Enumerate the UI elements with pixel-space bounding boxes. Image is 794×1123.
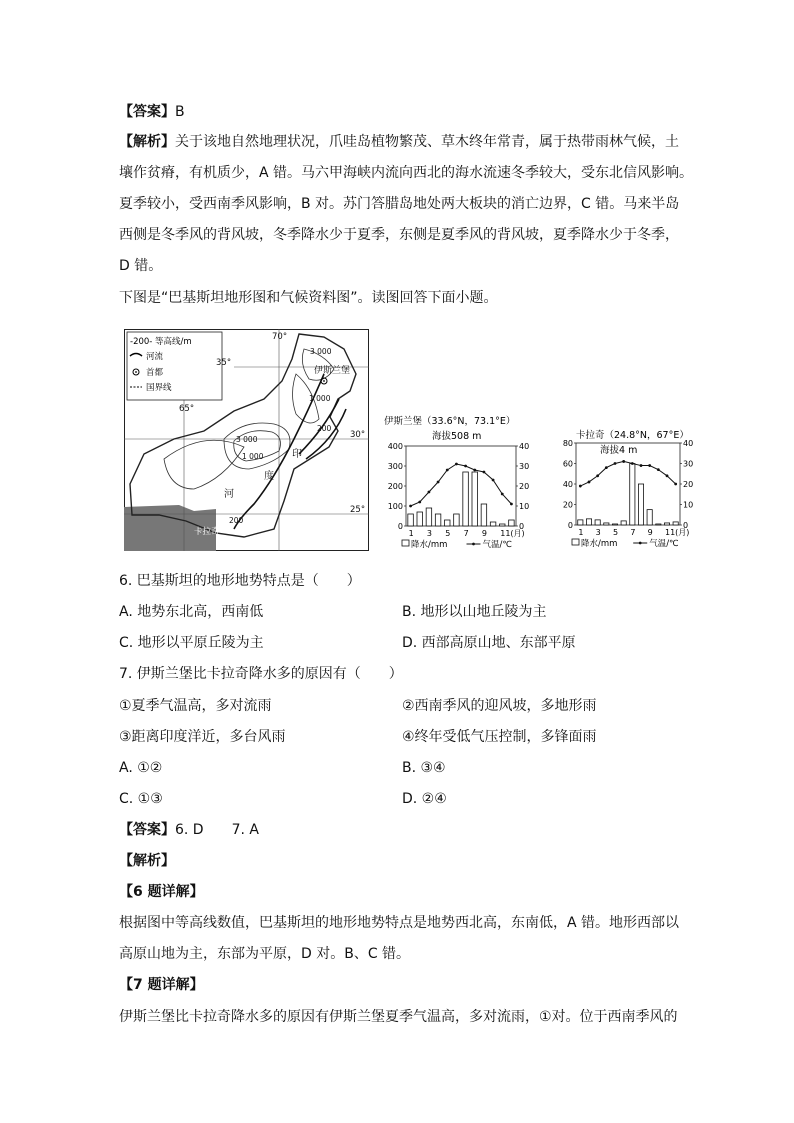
precip-bar	[509, 520, 515, 526]
temperature-point	[640, 464, 643, 467]
y-left-tick-label: 40	[562, 480, 573, 489]
precip-bar	[656, 524, 661, 525]
analysis-1-line-1	[119, 132, 679, 152]
y-right-tick-label: 20	[519, 482, 530, 491]
label-1000-north: 1 000	[309, 394, 331, 403]
q7-option-a: A. ①②	[119, 760, 163, 776]
precip-bar	[630, 464, 635, 526]
label-lon70: 70°	[272, 332, 288, 342]
temperature-point	[464, 465, 467, 468]
y-left-tick-label: 20	[562, 500, 573, 510]
temperature-point	[437, 481, 440, 484]
precip-bar	[500, 524, 506, 526]
precip-bar	[435, 514, 440, 526]
analysis-label: 【解析】	[119, 134, 175, 150]
precip-bar	[578, 520, 583, 525]
label-indus-1: 印	[292, 449, 302, 460]
legend-precip-label: 降水/mm	[411, 540, 448, 550]
label-1000-west: 1 000	[242, 452, 264, 461]
precip-bar	[673, 522, 678, 525]
answer-label: 【答案】	[119, 104, 175, 120]
temperature-point	[483, 471, 486, 474]
month-tick-label: 1	[578, 528, 584, 537]
legend-river: 河流	[146, 352, 164, 362]
precip-bar	[454, 514, 460, 526]
temperature-point	[473, 469, 476, 472]
precip-bar	[463, 472, 469, 526]
q6-option-b: B. 地形以山地丘陵为主	[402, 604, 547, 620]
month-tick-label: 9	[481, 529, 488, 538]
label-200-north: 200	[317, 424, 332, 433]
label-karachi: 卡拉奇	[194, 527, 220, 537]
month-tick-label: 1	[408, 529, 414, 538]
answer-2	[119, 820, 259, 840]
q6-option-a: A. 地势东北高，西南低	[119, 604, 264, 620]
precip-bar	[595, 520, 600, 525]
label-islamabad: 伊斯兰堡	[314, 366, 351, 376]
y-left-tick-label: 60	[562, 459, 573, 469]
y-right-tick-label: 10	[683, 500, 694, 510]
month-tick-label: 5	[445, 529, 451, 538]
label-indus-3: 河	[224, 489, 234, 500]
precip-bar	[638, 484, 643, 525]
temperature-point	[409, 505, 412, 508]
y-left-tick-label: 100	[387, 502, 403, 511]
q7-detail-line-1: 伊斯兰堡比卡拉奇降水多的原因有伊斯兰堡夏季气温高，多对流雨，①对。位于西南季风的	[119, 1009, 678, 1025]
temperature-point	[657, 468, 660, 471]
q7-statement-2: ②西南季风的迎风坡，多地形雨	[402, 698, 597, 714]
temperature-point	[596, 474, 599, 477]
month-tick-label: 7	[463, 529, 469, 538]
y-right-tick-label: 40	[519, 442, 530, 451]
climate-chart-islamabad	[376, 408, 548, 553]
y-right-tick-label: 10	[519, 502, 530, 511]
analysis-text: 关于该地自然地理状况，爪哇岛植物繁茂、草木终年常青，属于热带雨林气候，土	[175, 134, 679, 150]
temperature-point	[631, 462, 634, 465]
chart-subtitle: 海拔4 m	[600, 445, 638, 456]
label-3000-north: 3 000	[310, 347, 332, 356]
answer-value: 6. D 7. A	[175, 822, 259, 838]
temperature-point	[666, 474, 669, 477]
precip-bar	[612, 524, 617, 525]
temperature-point	[455, 463, 458, 466]
temperature-point	[622, 460, 625, 463]
q7-statement-4: ④终年受低气压控制，多锋面雨	[402, 729, 597, 745]
q6-stem: 6. 巴基斯坦的地形地势特点是（ ）	[119, 573, 361, 589]
label-lat30: 30°	[350, 430, 366, 440]
month-tick-label: 11(月)	[665, 528, 690, 537]
legend-contour: -200- 等高线/m	[130, 337, 192, 347]
temperature-line	[411, 464, 512, 506]
q6-detail-label: 【6 题详解】	[119, 884, 204, 900]
label-lat35: 35°	[216, 358, 232, 368]
label-lon65: 65°	[179, 404, 195, 414]
answer-label: 【答案】	[119, 822, 175, 838]
q7-stem: 7. 伊斯兰堡比卡拉奇降水多的原因有（ ）	[119, 666, 403, 682]
y-right-tick-label: 0	[683, 521, 689, 530]
q7-option-b: B. ③④	[402, 760, 446, 776]
precip-bar	[426, 508, 432, 526]
y-right-tick-label: 40	[683, 439, 694, 448]
precip-bar	[604, 523, 609, 525]
y-left-tick-label: 0	[567, 521, 573, 530]
chart-title: 卡拉奇（24.8°N，67°E）	[576, 430, 689, 441]
legend-precip-swatch	[572, 539, 579, 545]
precip-bar	[586, 519, 591, 525]
answer-value: B	[175, 104, 185, 120]
temperature-point	[492, 479, 495, 482]
month-tick-label: 11(月)	[500, 529, 525, 538]
y-right-tick-label: 0	[519, 522, 525, 531]
legend-temp-dot	[472, 543, 475, 546]
y-left-tick-label: 200	[387, 482, 403, 491]
legend-precip-label: 降水/mm	[581, 539, 618, 549]
precip-bar	[445, 520, 451, 526]
precip-bar	[621, 521, 626, 525]
y-left-tick-label: 80	[562, 439, 573, 448]
month-tick-label: 9	[647, 528, 653, 537]
q7-detail-label: 【7 题详解】	[119, 977, 204, 993]
temperature-point	[446, 469, 449, 472]
legend-temp-label: 气温/℃	[649, 539, 679, 549]
analysis-2-label: 【解析】	[119, 853, 175, 869]
y-right-tick-label: 20	[683, 480, 694, 489]
legend-temp-label: 气温/℃	[482, 540, 512, 550]
precip-bar	[647, 510, 652, 525]
temperature-point	[605, 466, 608, 469]
precip-bar	[408, 514, 414, 526]
y-right-tick-label: 30	[519, 462, 530, 471]
analysis-1-line-4: 西侧是冬季风的背风坡，冬季降水少于夏季，东侧是夏季风的背风坡，夏季降水少于冬季，	[119, 227, 679, 243]
month-tick-label: 3	[426, 529, 433, 538]
label-lat25: 25°	[350, 505, 366, 515]
q7-statement-3: ③距离印度洋近，多台风雨	[119, 729, 286, 745]
month-tick-label: 3	[595, 528, 601, 537]
chart-title: 伊斯兰堡（33.6°N，73.1°E）	[384, 416, 516, 427]
q7-option-c: C. ①③	[119, 791, 163, 807]
temperature-point	[614, 462, 617, 465]
temperature-point	[588, 481, 591, 484]
temperature-point	[510, 503, 513, 506]
temperature-point	[648, 464, 651, 467]
legend-precip-swatch	[402, 540, 409, 546]
precip-bar	[490, 522, 496, 526]
temperature-point	[579, 485, 582, 488]
figure-intro: 下图是“巴基斯坦地形图和气候资料图”。读图回答下面小题。	[119, 290, 498, 306]
month-tick-label: 7	[630, 528, 636, 537]
y-left-tick-label: 0	[397, 522, 403, 531]
label-3000-west: 3 000	[236, 435, 258, 444]
q6-detail-line-2: 高原山地为主，东部为平原，D 对。B、C 错。	[119, 946, 411, 962]
precip-bar	[481, 504, 487, 526]
q6-detail-line-1: 根据图中等高线数值，巴基斯坦的地形地势特点是地势西北高，东南低，A 错。地形西部以	[119, 915, 680, 931]
precip-bar	[664, 523, 669, 525]
temperature-point	[674, 483, 677, 486]
q6-option-d: D. 西部高原山地、东部平原	[402, 635, 576, 651]
analysis-1-line-2: 壤作贫瘠，有机质少，A 错。马六甲海峡内流向西北的海水流速冬季较大，受东北信风影响。	[119, 165, 694, 181]
y-right-tick-label: 30	[683, 459, 694, 469]
chart-subtitle: 海拔508 m	[432, 431, 482, 442]
temperature-point	[501, 493, 504, 496]
legend-capital: 首都	[146, 368, 164, 378]
temperature-point	[418, 501, 421, 504]
analysis-1-line-5: D 错。	[119, 258, 163, 274]
q7-option-d: D. ②④	[402, 791, 447, 807]
legend-temp-dot	[639, 542, 642, 545]
y-left-tick-label: 400	[387, 442, 403, 451]
month-tick-label: 5	[613, 528, 619, 537]
precip-bar	[472, 472, 478, 526]
y-left-tick-label: 300	[387, 462, 403, 471]
temperature-line	[580, 461, 675, 486]
climate-chart-karachi	[556, 422, 706, 553]
label-indus-2: 度	[264, 471, 274, 482]
q6-option-c: C. 地形以平原丘陵为主	[119, 635, 264, 651]
pakistan-terrain-map	[124, 329, 369, 551]
answer-1	[119, 102, 185, 122]
temperature-point	[428, 491, 431, 494]
analysis-1-line-3: 夏季较小，受西南季风影响，B 对。苏门答腊岛地处两大板块的消亡边界，C 错。马来半岛	[119, 196, 680, 212]
label-200-south: 200	[229, 516, 244, 525]
precip-bar	[417, 512, 423, 526]
q7-statement-1: ①夏季气温高，多对流雨	[119, 698, 272, 714]
legend-border: 国界线	[146, 383, 172, 393]
